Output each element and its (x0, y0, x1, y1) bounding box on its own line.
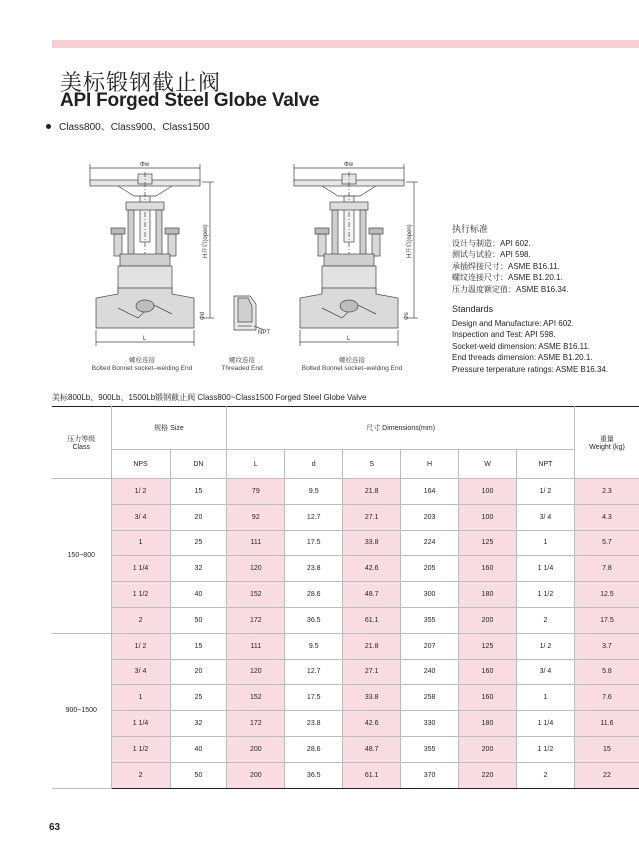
header-d: d (285, 450, 343, 479)
cell-weight: 4.3 (574, 504, 639, 530)
header-class-en: Class (72, 444, 91, 451)
table-caption-text: 美标800Lb、900Lb、1500Lb锻钢截止阀 Class800~Class1500 Forged Steel Globe Valve (52, 393, 367, 402)
cell-npt: 3/ 4 (516, 659, 574, 685)
cell-npt: 1 (516, 530, 574, 556)
cell-nps: 1 (111, 685, 170, 711)
cell-d: 23.8 (285, 711, 343, 737)
cell-dn: 20 (170, 504, 227, 530)
cell-s: 21.8 (343, 479, 401, 505)
class-list-text: Class800、Class900、Class1500 (59, 122, 210, 133)
cell-d: 23.8 (285, 556, 343, 582)
standards-cn-line: 承插焊接尺寸：ASME B16.11. (452, 261, 560, 271)
cell-w: 160 (459, 685, 517, 711)
cell-weight: 17.5 (574, 607, 639, 633)
cell-w: 180 (459, 711, 517, 737)
standards-en-heading: Standards (452, 304, 494, 314)
cell-s: 27.1 (343, 504, 401, 530)
cell-nps: 1/ 2 (111, 479, 170, 505)
cell-d: 17.5 (285, 530, 343, 556)
cell-npt: 2 (516, 607, 574, 633)
caption-middle-en: Threaded End (221, 365, 263, 372)
cell-w: 180 (459, 582, 517, 608)
standards-en-line: Design and Manufacture: API 602. (452, 318, 574, 328)
cell-h: 205 (401, 556, 459, 582)
cell-w: 160 (459, 556, 517, 582)
cell-weight: 22 (574, 762, 639, 788)
standards-en (452, 304, 608, 375)
cell-dn: 15 (170, 479, 227, 505)
cell-dn: 15 (170, 633, 227, 659)
cell-d: 12.7 (285, 504, 343, 530)
cell-nps: 1 1/4 (111, 711, 170, 737)
cell-h: 330 (401, 711, 459, 737)
cell-l: 120 (227, 659, 285, 685)
cell-w: 125 (459, 633, 517, 659)
cell-w: 125 (459, 530, 517, 556)
cell-h: 355 (401, 736, 459, 762)
cell-npt: 1 1/2 (516, 736, 574, 762)
dim-d-label-left: Φd (200, 311, 206, 320)
standards-cn-line: 压力温度额定值：ASME B16.34. (452, 284, 569, 294)
cell-s: 21.8 (343, 633, 401, 659)
cell-h: 203 (401, 504, 459, 530)
cell-h: 355 (401, 607, 459, 633)
dim-s-label-right: Φs (404, 312, 410, 320)
table-row (52, 504, 639, 530)
caption-right (282, 357, 422, 373)
dim-h-label-left: H开启(open) (203, 224, 209, 258)
cell-weight: 7.6 (574, 685, 639, 711)
cell-npt: 1 (516, 685, 574, 711)
standards-en-line: Inspection and Test: API 598. (452, 330, 556, 339)
cell-npt: 1 1/2 (516, 582, 574, 608)
cell-l: 79 (227, 479, 285, 505)
header-dn: DN (170, 450, 227, 479)
table-row (52, 582, 639, 608)
table-caption (52, 392, 366, 403)
cell-nps: 1/ 2 (111, 633, 170, 659)
cell-npt: 2 (516, 762, 574, 788)
cell-l: 152 (227, 582, 285, 608)
cell-dn: 40 (170, 582, 227, 608)
standards-cn (452, 224, 568, 295)
header-npt: NPT (516, 450, 574, 479)
cell-nps: 3/ 4 (111, 504, 170, 530)
cell-d: 12.7 (285, 659, 343, 685)
cell-w: 160 (459, 659, 517, 685)
cell-h: 207 (401, 633, 459, 659)
cell-s: 48.7 (343, 736, 401, 762)
table-row (52, 659, 639, 685)
cell-d: 28.6 (285, 582, 343, 608)
npt-label: NPT (258, 330, 270, 336)
cell-d: 28.6 (285, 736, 343, 762)
cell-weight: 3.7 (574, 633, 639, 659)
standards-en-line: End threads dimension: ASME B1.20.1. (452, 353, 593, 362)
cell-dn: 32 (170, 556, 227, 582)
standards-cn-line: 螺纹连接尺寸：ASME B1.20.1. (452, 273, 563, 282)
valve-drawing-right (282, 158, 422, 354)
table-row (52, 762, 639, 788)
dim-h-label-right: H开启(open) (407, 224, 413, 258)
cell-dn: 25 (170, 685, 227, 711)
cell-d: 9.5 (285, 633, 343, 659)
cell-npt: 3/ 4 (516, 504, 574, 530)
cell-weight: 2.3 (574, 479, 639, 505)
cell-weight: 7.8 (574, 556, 639, 582)
cell-nps: 2 (111, 607, 170, 633)
caption-middle-cn: 螺纹连接 (229, 357, 255, 364)
cell-s: 42.6 (343, 556, 401, 582)
header-w: W (459, 450, 517, 479)
cell-l: 200 (227, 736, 285, 762)
cell-h: 224 (401, 530, 459, 556)
header-nps: NPS (111, 450, 170, 479)
cell-d: 17.5 (285, 685, 343, 711)
cell-npt: 1 1/4 (516, 556, 574, 582)
header-s: S (343, 450, 401, 479)
cell-nps: 3/ 4 (111, 659, 170, 685)
cell-weight: 5.8 (574, 659, 639, 685)
cell-l: 152 (227, 685, 285, 711)
standards-cn-heading: 执行标准 (452, 224, 489, 234)
cell-nps: 1 1/2 (111, 582, 170, 608)
dim-w-label-right: Φw (344, 162, 354, 168)
cell-s: 33.8 (343, 530, 401, 556)
cell-s: 42.6 (343, 711, 401, 737)
caption-left-cn: 螺栓连接 (129, 357, 155, 364)
cell-weight: 11.6 (574, 711, 639, 737)
cell-d: 9.5 (285, 479, 343, 505)
dim-l-label-right: L (347, 336, 351, 342)
header-l: L (227, 450, 285, 479)
dim-l-label-left: L (143, 336, 147, 342)
cell-s: 61.1 (343, 762, 401, 788)
valve-drawing-threaded-end (228, 290, 274, 340)
cell-npt: 1/ 2 (516, 479, 574, 505)
cell-s: 61.1 (343, 607, 401, 633)
page-title-cn: 美标锻钢截止阀 (60, 70, 222, 95)
cell-dn: 20 (170, 659, 227, 685)
class-list (46, 118, 210, 133)
cell-l: 172 (227, 711, 285, 737)
cell-h: 258 (401, 685, 459, 711)
cell-s: 33.8 (343, 685, 401, 711)
header-dimensions: 尺寸 Dimensions(mm) (227, 407, 575, 450)
class-cell: 900~1500 (52, 633, 111, 788)
cell-w: 200 (459, 607, 517, 633)
cell-nps: 2 (111, 762, 170, 788)
cell-dn: 32 (170, 711, 227, 737)
dim-w-label-left: Φw (140, 162, 150, 168)
cell-npt: 1 1/4 (516, 711, 574, 737)
standards-cn-line: 测试与试验：API 598. (452, 250, 531, 259)
table-row (52, 530, 639, 556)
cell-npt: 1/ 2 (516, 633, 574, 659)
page-title-en: API Forged Steel Globe Valve (60, 90, 320, 111)
header-weight-cn: 重量 (599, 436, 614, 443)
class-cell: 150~800 (52, 479, 111, 634)
header-weight (574, 407, 639, 479)
header-class (52, 407, 111, 479)
cell-nps: 1 (111, 530, 170, 556)
caption-left (72, 357, 212, 373)
cell-dn: 40 (170, 736, 227, 762)
cell-l: 200 (227, 762, 285, 788)
cell-w: 220 (459, 762, 517, 788)
cell-l: 172 (227, 607, 285, 633)
cell-l: 111 (227, 530, 285, 556)
bullet-icon (46, 124, 51, 129)
cell-d: 36.5 (285, 607, 343, 633)
page-number: 63 (49, 822, 61, 833)
cell-d: 36.5 (285, 762, 343, 788)
standards-en-line: Pressure terperature ratings: ASME B16.34. (452, 364, 609, 374)
standards-cn-line: 设计与制造：API 602. (452, 238, 531, 248)
cell-l: 111 (227, 633, 285, 659)
table-row (52, 711, 639, 737)
table-row (52, 479, 639, 505)
cell-w: 200 (459, 736, 517, 762)
cell-nps: 1 1/4 (111, 556, 170, 582)
cell-h: 240 (401, 659, 459, 685)
cell-dn: 50 (170, 607, 227, 633)
cell-nps: 1 1/2 (111, 736, 170, 762)
cell-dn: 25 (170, 530, 227, 556)
table-row (52, 736, 639, 762)
valve-drawing-left (78, 158, 218, 354)
cell-h: 164 (401, 479, 459, 505)
caption-left-en: Bolted Bonnet socket–welding End (91, 365, 193, 372)
cell-s: 27.1 (343, 659, 401, 685)
caption-middle (212, 357, 272, 373)
cell-w: 100 (459, 504, 517, 530)
table-row (52, 607, 639, 633)
caption-right-en: Bolted Bonnet socket–welding End (301, 365, 403, 372)
cell-h: 370 (401, 762, 459, 788)
table-row (52, 633, 639, 659)
cell-l: 92 (227, 504, 285, 530)
cell-weight: 5.7 (574, 530, 639, 556)
table-row (52, 685, 639, 711)
cell-weight: 12.5 (574, 582, 639, 608)
header-h: H (401, 450, 459, 479)
cell-l: 120 (227, 556, 285, 582)
cell-s: 48.7 (343, 582, 401, 608)
top-accent-band (52, 40, 639, 48)
cell-w: 100 (459, 479, 517, 505)
caption-right-cn: 螺栓连接 (339, 357, 365, 364)
table-row (52, 556, 639, 582)
cell-weight: 15 (574, 736, 639, 762)
header-weight-en: Weight (kg) (589, 444, 625, 451)
spec-table (52, 406, 639, 789)
header-class-cn: 压力等级 (67, 436, 96, 443)
header-size: 规格 Size (111, 407, 227, 450)
cell-h: 300 (401, 582, 459, 608)
standards-en-line: Socket-weld dimension: ASME B16.11. (452, 341, 591, 351)
cell-dn: 50 (170, 762, 227, 788)
